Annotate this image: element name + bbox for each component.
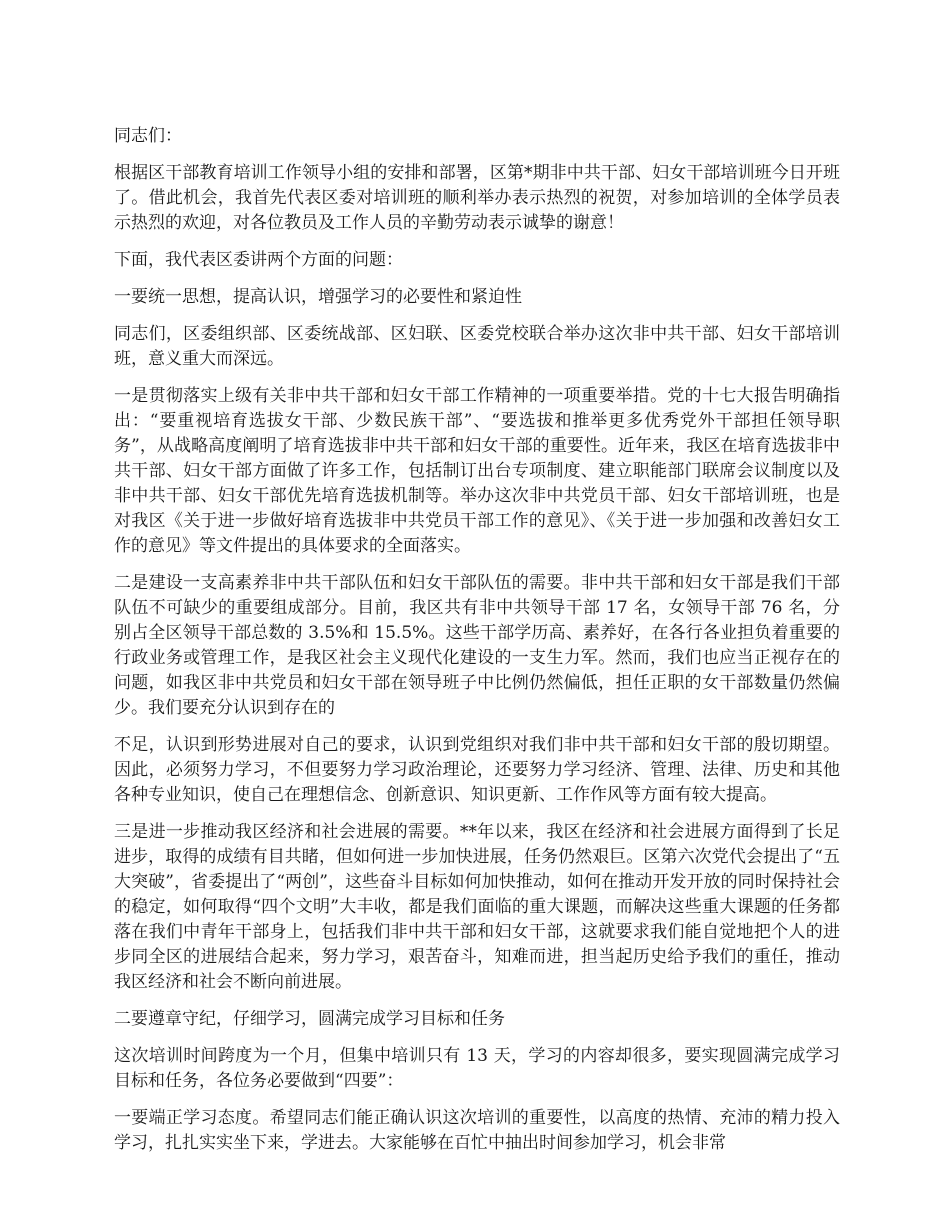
paragraph-opening: 根据区干部教育培训工作领导小组的安排和部署，区第*期非中共干部、妇女干部培训班今日开班了。借此机会，我首先代表区委对培训班的顺利举办表示热烈的祝贺，对参加培训的全体学员表示热烈的欢迎，对各位教员及工作人员的辛勤劳动表示诚挚的谢意！ bbox=[114, 163, 840, 233]
paragraph: 这次培训时间跨度为一个月，但集中培训只有 13 天，学习的内容却很多，要实现圆满完成学习目标和任务，各位务必要做到“四要”： bbox=[114, 1046, 840, 1091]
section-heading-2: 二要遵章守纪，仔细学习，圆满完成学习目标和任务 bbox=[114, 1009, 505, 1029]
paragraph-intro: 下面，我代表区委讲两个方面的问题： bbox=[114, 250, 403, 270]
section-heading-1: 一要统一思想，提高认识，增强学习的必要性和紧迫性 bbox=[114, 287, 522, 307]
salutation: 同志们： bbox=[114, 126, 182, 146]
paragraph: 同志们，区委组织部、区委统战部、区妇联、区委党校联合举办这次非中共干部、妇女干部培训班，意义重大而深远。 bbox=[114, 324, 840, 369]
paragraph: 一是贯彻落实上级有关非中共干部和妇女干部工作精神的一项重要举措。党的十七大报告明确指出：“要重视培育选拔女干部、少数民族干部”、“要选拔和推举更多优秀党外干部担任领导职务”，从战略高度阐明了培育选拔非中共干部和妇女干部的重要性。近年来，我区在培育选拔非中共干部、妇女干部方面做了许多工作，包括制订出台专项制度、建立职能部门联席会议制度以及非中共干部、妇女干部优先培育选拔机制等。举办这次非中共党员干部、妇女干部培训班，也是对我区《关于进一步做好培育选拔非中共党员干部工作的意见》、《关于进一步加强和改善妇女工作的意见》等文件提出的具体要求的全面落实。 bbox=[114, 386, 840, 556]
paragraph: 三是进一步推动我区经济和社会进展的需要。**年以来，我区在经济和社会进展方面得到了长足进步，取得的成绩有目共睹，但如何进一步加快进展，任务仍然艰巨。区第六次党代会提出了“五大突破”，省委提出了“两创”，这些奋斗目标如何加快推动，如何在推动开发开放的同时保持社会的稳定，如何取得“四个文明”大丰收，都是我们面临的重大课题，而解决这些重大课题的任务都落在我们中青年干部身上，包括我们非中共干部和妇女干部，这就要求我们能自觉地把个人的进步同全区的进展结合起来，努力学习，艰苦奋斗，知难而进，担当起历史给予我们的重任，推动我区经济和社会不断向前进展。 bbox=[114, 822, 840, 992]
paragraph: 二是建设一支高素养非中共干部队伍和妇女干部队伍的需要。非中共干部和妇女干部是我们干部队伍不可缺少的重要组成部分。目前，我区共有非中共领导干部 17 名，女领导干部 76 名，分别占全区领导干部总数的 3.5%和 15.5%。这些干部学历高、素养好，在各行各业担负着重要的行政业务或管理工作，是我区社会主义现代化建设的一支生力军。然而，我们也应当正视存在的问题，如我区非中共党员和妇女干部在领导班子中比例仍然偏低，担任正职的女干部数量仍然偏少。我们要充分认识到存在的 bbox=[114, 573, 840, 718]
paragraph: 一要端正学习态度。希望同志们能正确认识这次培训的重要性，以高度的热情、充沛的精力投入学习，扎扎实实坐下来，学进去。大家能够在百忙中抽出时间参加学习，机会非常 bbox=[114, 1108, 840, 1153]
document-body bbox=[114, 124, 840, 1168]
paragraph: 不足，认识到形势进展对自己的要求，认识到党组织对我们非中共干部和妇女干部的殷切期望。因此，必须努力学习，不但要努力学习政治理论，还要努力学习经济、管理、法律、历史和其他各种专业知识，使自己在理想信念、创新意识、知识更新、工作作风等方面有较大提高。 bbox=[114, 735, 840, 805]
